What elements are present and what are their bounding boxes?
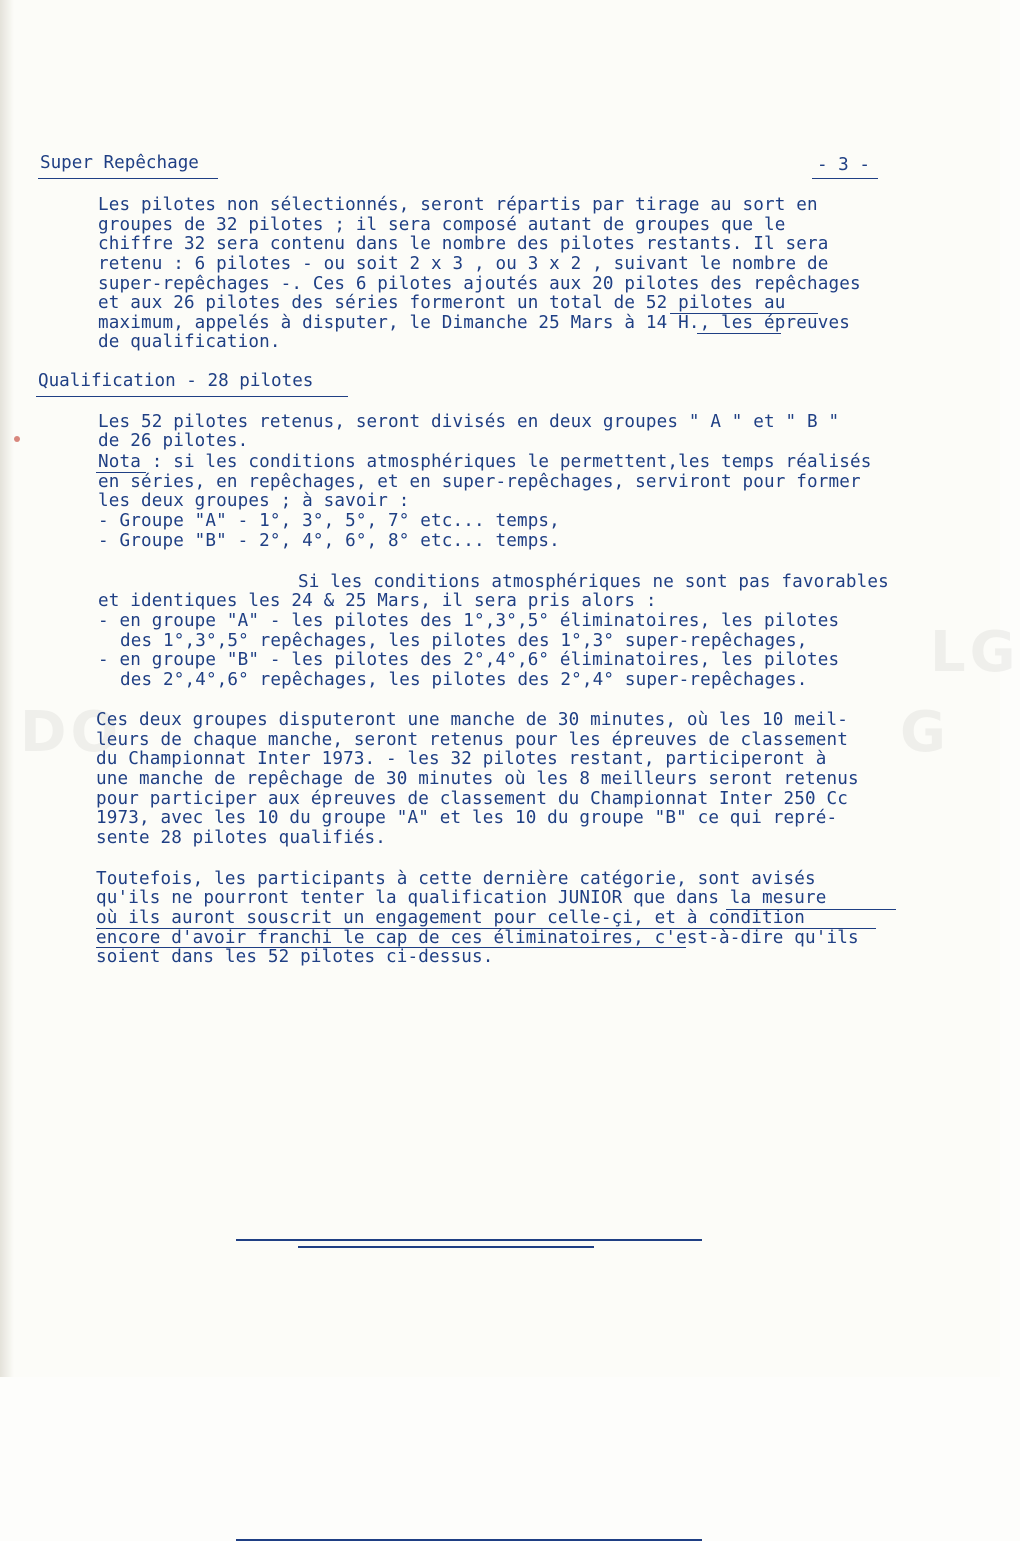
text-line: de qualification. (98, 332, 281, 352)
closing-rule (236, 1239, 702, 1241)
bleed-through-stamp: LG (930, 620, 1020, 685)
text-line: groupes de 32 pilotes ; il sera composé autant de groupes que le (98, 215, 786, 235)
text-line: sente 28 pilotes qualifiés. (96, 828, 387, 848)
text-line: et identiques les 24 & 25 Mars, il sera pris alors : (98, 591, 657, 611)
text-line: chiffre 32 sera contenu dans le nombre des pilotes restants. Il sera (98, 234, 829, 254)
bleed-through-stamp: G (900, 700, 950, 765)
emphasis-underline (697, 333, 781, 334)
text-line: leurs de chaque manche, seront retenus pour les épreuves de classement (96, 730, 848, 750)
text-line: - en groupe "B" - les pilotes des 2°,4°,6° éliminatoires, les pilotes (98, 650, 840, 670)
text-line: - Groupe "B" - 2°, 4°, 6°, 8° etc... temps. (98, 531, 560, 551)
nota-underline (96, 472, 146, 473)
text-line: Si les conditions atmosphériques ne sont pas favorables (298, 572, 889, 592)
text-line: pour participer aux épreuves de classement du Championnat Inter 250 Cc (96, 789, 848, 809)
text-line: - Groupe "A" - 1°, 3°, 5°, 7° etc... temps, (98, 511, 560, 531)
text-line: les deux groupes ; à savoir : (98, 491, 410, 511)
text-line: du Championnat Inter 1973. - les 32 pilotes restant, participeront à (96, 749, 827, 769)
text-line: Ces deux groupes disputeront une manche de 30 minutes, où les 10 meil- (96, 710, 848, 730)
emphasis-underline (96, 947, 686, 948)
section-heading-qualification: Qualification - 28 pilotes (38, 371, 314, 391)
text-line: des 2°,4°,6° repêchages, les pilotes des 2°,4° super-repêchages. (120, 670, 808, 690)
text-line: Les pilotes non sélectionnés, seront répartis par tirage au sort en (98, 195, 818, 215)
text-line: 1973, avec les 10 du groupe "A" et les 10 du groupe "B" ce qui repré- (96, 808, 838, 828)
text-line: une manche de repêchage de 30 minutes où les 8 meilleurs seront retenus (96, 769, 859, 789)
emphasis-underline (96, 928, 876, 929)
text-line: qu'ils ne pourront tenter la qualification JUNIOR que dans la mesure (96, 888, 827, 908)
bleed-through-stamp: DO (20, 700, 123, 765)
emphasis-underline (670, 313, 818, 314)
punch-mark (14, 436, 20, 442)
text-line: retenu : 6 pilotes - ou soit 2 x 3 , ou 3 x 2 , suivant le nombre de (98, 254, 829, 274)
section-heading-super-repechage: Super Repêchage (40, 153, 199, 173)
text-line: encore d'avoir franchi le cap de ces éliminatoires, c'est-à-dire qu'ils (96, 928, 859, 948)
text-line: Les 52 pilotes retenus, seront divisés en deux groupes " A " et " B " (98, 412, 840, 432)
text-line: Toutefois, les participants à cette dernière catégorie, sont avisés (96, 869, 816, 889)
text-line: Nota : si les conditions atmosphériques le permettent,les temps réalisés (98, 452, 872, 472)
text-line: de 26 pilotes. (98, 431, 249, 451)
text-line: - en groupe "A" - les pilotes des 1°,3°,5° éliminatoires, les pilotes (98, 611, 840, 631)
text-line: où ils auront souscrit un engagement pour celle-çi, et à condition (96, 908, 805, 928)
emphasis-underline (726, 909, 896, 910)
heading-underline (38, 178, 218, 179)
page-number-underline (812, 178, 878, 179)
text-line: en séries, en repêchages, et en super-repêchages, serviront pour former (98, 472, 861, 492)
text-line: super-repêchages -. Ces 6 pilotes ajoutés aux 20 pilotes des repêchages (98, 274, 861, 294)
heading-underline (36, 396, 348, 397)
text-line: et aux 26 pilotes des séries formeront un total de 52 pilotes au (98, 293, 786, 313)
text-line: des 1°,3°,5° repêchages, les pilotes des 1°,3° super-repêchages, (120, 631, 808, 651)
page-number: - 3 - (817, 155, 870, 175)
text-line: soient dans les 52 pilotes ci-dessus. (96, 947, 494, 967)
closing-rule (298, 1246, 594, 1248)
paper-edge (0, 0, 14, 1377)
text-line: maximum, appelés à disputer, le Dimanche 25 Mars à 14 H., les épreuves (98, 313, 850, 333)
